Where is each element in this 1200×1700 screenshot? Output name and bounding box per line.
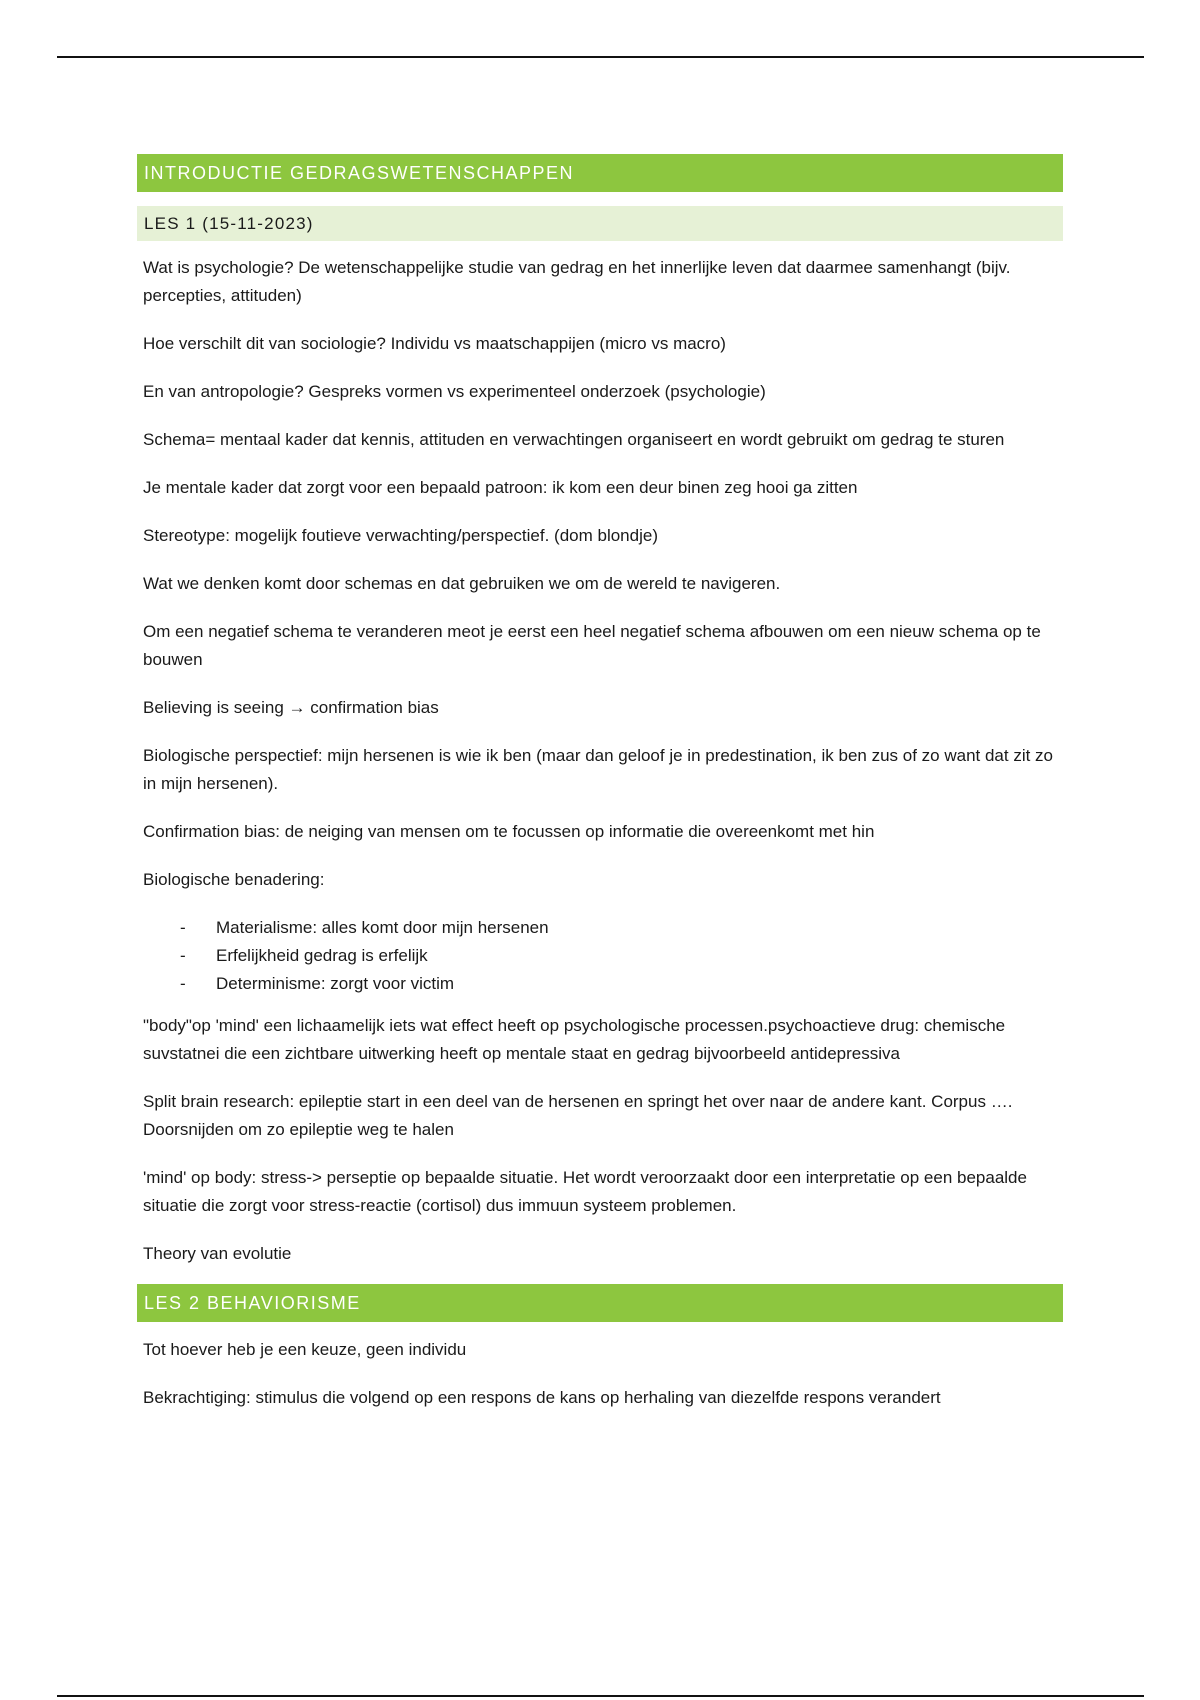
- paragraph: Je mentale kader dat zorgt voor een bepaald patroon: ik kom een deur binen zeg hooi ga zitten: [143, 478, 858, 497]
- list-item: [137, 914, 1063, 942]
- section-heading-main: INTRODUCTIE GEDRAGSWETENSCHAPPEN: [137, 154, 1063, 192]
- paragraph: Biologische perspectief: mijn hersenen is wie ik ben (maar dan geloof je in predestination, ik ben zus of zo want dat zit zo in mijn hersenen).: [143, 746, 1053, 793]
- bullet-marker: -: [180, 974, 186, 993]
- document-body: [137, 154, 1063, 1432]
- paragraph: Stereotype: mogelijk foutieve verwachting/perspectief. (dom blondje): [143, 526, 658, 545]
- bullet-marker: -: [180, 918, 186, 937]
- lesson-1-heading: LES 1 (15-11-2023): [137, 206, 1063, 241]
- paragraph: Om een negatief schema te veranderen meot je eerst een heel negatief schema afbouwen om een nieuw schema op te bouwen: [143, 622, 1041, 669]
- list-item: [137, 970, 1063, 998]
- paragraph: Schema= mentaal kader dat kennis, attituden en verwachtingen organiseert en wordt gebruikt om gedrag te sturen: [143, 430, 1005, 449]
- paragraph: Split brain research: epileptie start in een deel van de hersenen en springt het over naar de andere kant. Corpus …. Doorsnijden om zo epileptie weg te halen: [143, 1092, 1013, 1139]
- paragraph: Wat is psychologie? De wetenschappelijke studie van gedrag en het innerlijke leven dat daarmee samenhangt (bijv. percepties, attituden): [143, 258, 1011, 305]
- paragraph: "body"op 'mind' een lichaamelijk iets wat effect heeft op psychologische processen.psychoactieve drug: chemische suvstatnei die een zichtbare uitwerking heeft op mentale staat en gedrag bijvoorbeeld antidepressiva: [143, 1016, 1006, 1063]
- paragraph: Believing is seeing → confirmation bias: [143, 698, 439, 717]
- paragraph: Wat we denken komt door schemas en dat gebruiken we om de wereld te navigeren.: [143, 574, 781, 593]
- paragraph: Hoe verschilt dit van sociologie? Individu vs maatschappijen (micro vs macro): [143, 334, 726, 353]
- paragraph: Biologische benadering:: [143, 870, 325, 889]
- list-item-text: Materialisme: alles komt door mijn hersenen: [216, 918, 549, 937]
- paragraph: 'mind' op body: stress-> perseptie op bepaalde situatie. Het wordt veroorzaakt door een interpretatie op een bepaalde situatie die zorgt voor stress-reactie (cortisol) dus immuun systeem problemen.: [143, 1168, 1027, 1215]
- paragraph: Confirmation bias: de neiging van mensen om te focussen op informatie die overeenkomt met hin: [143, 822, 875, 841]
- paragraph: En van antropologie? Gespreks vormen vs experimenteel onderzoek (psychologie): [143, 382, 766, 401]
- list-item-text: Erfelijkheid gedrag is erfelijk: [216, 946, 428, 965]
- page-header-rule: [57, 56, 1144, 58]
- lesson-2-heading: LES 2 BEHAVIORISME: [137, 1284, 1063, 1322]
- list-item-text: Determinisme: zorgt voor victim: [216, 974, 455, 993]
- bullet-marker: -: [180, 946, 186, 965]
- list-item: [137, 942, 1063, 970]
- paragraph: Theory van evolutie: [143, 1244, 292, 1263]
- paragraph: Tot hoever heb je een keuze, geen individu: [143, 1340, 467, 1359]
- page-footer-rule: [57, 1695, 1144, 1697]
- bullet-list: [137, 914, 1063, 998]
- paragraph: Bekrachtiging: stimulus die volgend op een respons de kans op herhaling van diezelfde respons verandert: [143, 1388, 941, 1407]
